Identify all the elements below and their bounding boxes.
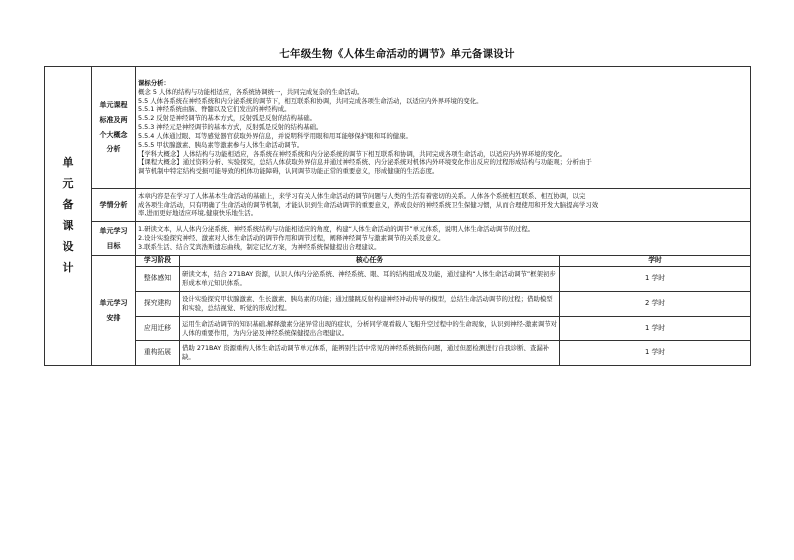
hours-cell: 1 学时 (560, 317, 751, 341)
standards-line: 5.5 人体各系统在神经系统和内分泌系统的调节下，相互联系和协调，共同完成各项生命活动，以适应内外界环境的变化。 (138, 96, 483, 105)
goals-line: 1.研读文本，从人体内分泌系统、神经系统结构与功能相适应的角度，构建“人体生命活动的调节”单元体系，说明人体生命活动调节的过程。 (138, 225, 535, 234)
standards-line: 调节机制中特定结构受损可能导致的机体功能障碍，认同调节功能正常的重要意义，形成健康的生活态度。 (138, 167, 439, 176)
students-line: 成各项生命活动，只有明确了生命活动的调节机制，才能认识到生命活动调节的重要意义，养成良好的神经系统卫生保健习惯，从而合理使用和开发大脑提高学习效 (138, 200, 599, 209)
standards-content (136, 67, 751, 189)
table-row (45, 267, 751, 292)
phase-cell: 重构拓展 (136, 341, 180, 366)
hours-header: 学时 (560, 256, 751, 267)
standards-line: 【课程大概念】通过资料分析、实验探究，总结人体获取外界信息并通过神经系统、内分泌系统对机体内外环境变化作出反应的过程形成结构与功能观；分析由于 (138, 158, 592, 167)
table-row (45, 341, 751, 366)
students-line: 率,进而更好地适应环境,健康快乐地生活。 (138, 209, 258, 218)
standards-line: 5.5.1 神经系统由脑、脊髓以及它们发出的神经构成。 (138, 105, 291, 114)
standards-line: 【学科大概念】人体结构与功能相适应，各系统在神经系统和内分泌系统的调节下相互联系和协调，共同完成各项生命活动，以适应内外界环境的变化。 (138, 149, 567, 158)
standards-line: 课标分析： (138, 78, 170, 87)
side-char: 设 (62, 239, 74, 253)
phase-cell: 整体感知 (136, 267, 180, 292)
standards-label: 单元课程 标准及两 个大概念 分析 (92, 67, 136, 189)
students-line: 本章内容是在学习了人体基本生命活动的基础上，来学习有关人体生命活动的调节问题与人类的生活有着密切的关系。人体各个系统相互联系、相互协调，以完 (138, 191, 586, 200)
row-standards (45, 67, 751, 189)
standards-line: 概念 5 人体的结构与功能相适应，各系统协调统一，共同完成复杂的生命活动。 (138, 87, 364, 96)
goals-content (136, 222, 751, 256)
task-cell: 借助 271BAY 资源重构人体生命活动调节单元体系，能辨别生活中常见的神经系统损伤问题，通过但愿检测进行自我诊断、查漏补缺。 (180, 341, 560, 366)
standards-line: 5.5.3 神经元是神经调节的基本方式，反射弧是反射的结构基础。 (138, 123, 323, 132)
table-row (45, 317, 751, 341)
arrangement-header-row (45, 256, 751, 267)
task-cell: 运用生命活动调节的知识基础,解释激素分泌异常出现的症状，分析同学观看载人飞船升空过程中的生命现象，认识到神经-激素调节对人体的重要作用，为内分泌及神经系统保健提出合理建议。 (180, 317, 560, 341)
task-cell: 设计实验探究甲状腺激素、生长激素、胰岛素的功能；通过膝跳反射构建神经冲动传导的模型，总结生命活动调节的过程；借助模型和实验，总结视觉、听觉的形成过程。 (180, 292, 560, 317)
document-title: 七年级生物《人体生命活动的调节》单元备课设计 (279, 48, 515, 60)
phase-header: 学习阶段 (136, 256, 180, 267)
standards-line: 5.5.4 人体通过眼、耳等感觉器官获取外界信息，并说明科学用眼和用耳能够保护眼和耳的健康。 (138, 131, 412, 140)
standards-line: 5.5.2 反射是神经调节的基本方式，反射弧是反射的结构基础。 (138, 114, 317, 123)
hours-cell: 1 学时 (560, 267, 751, 292)
task-cell: 研读文本，结合 271BAY 资源，认识人体内分泌系统、神经系统、眼、耳的结构组成及功能，通过建构“人体生命活动调节”框架初步形成本单元知识体系。 (180, 267, 560, 292)
row-goals (45, 222, 751, 256)
students-label: 学情分析 (92, 189, 136, 222)
table-row (45, 292, 751, 317)
students-content (136, 189, 751, 222)
side-char: 备 (62, 198, 74, 212)
hours-cell: 2 学时 (560, 292, 751, 317)
side-label (45, 67, 92, 366)
side-char: 课 (62, 219, 74, 232)
unit-plan-table (44, 66, 751, 366)
standards-line: 5.5.5 甲状腺激素、胰岛素等激素参与人体生命活动调节。 (138, 140, 304, 149)
side-char: 计 (62, 260, 74, 274)
arrangement-label: 单元学习 安排 (92, 256, 136, 366)
task-header: 核心任务 (180, 256, 560, 267)
row-students (45, 189, 751, 222)
side-char: 元 (62, 177, 74, 191)
goals-line: 2.设计实验探究神经、激素对人体生命活动的调节作用和调节过程，阐释神经调节与激素调节的关系及意义。 (138, 234, 445, 243)
side-char: 单 (62, 156, 74, 170)
goals-label: 单元学习 目标 (92, 222, 136, 256)
phase-cell: 应用迁移 (136, 317, 180, 341)
hours-cell: 1 学时 (560, 341, 751, 366)
goals-line: 3.联系生活、结合艾宾浩斯遗忘曲线，制定记忆方案，为神经系统保健提出合理建议。 (138, 242, 381, 251)
phase-cell: 探究建构 (136, 292, 180, 317)
